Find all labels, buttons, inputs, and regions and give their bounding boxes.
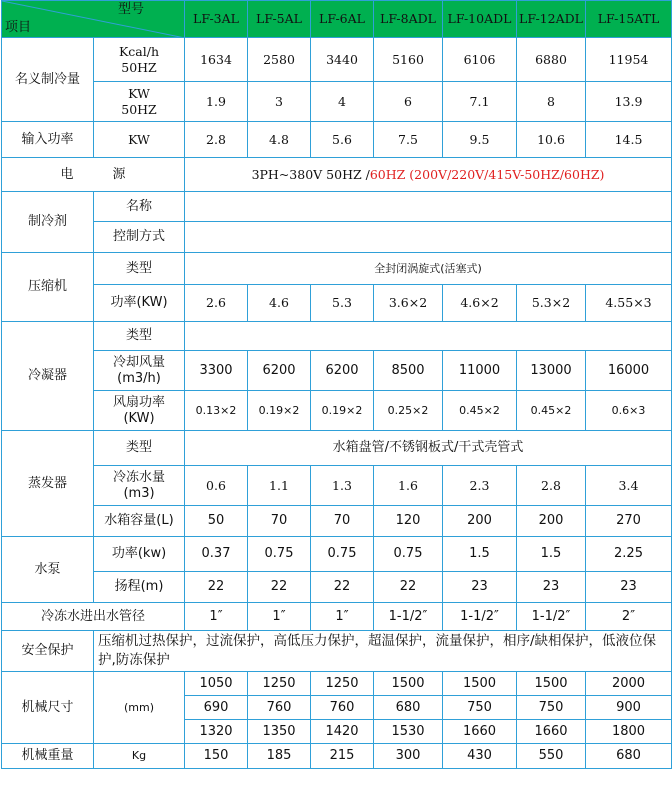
value-cell: 1.5	[517, 537, 586, 572]
row-label: 输入功率	[2, 122, 94, 158]
value-cell: 1420	[311, 720, 374, 744]
value-cell: 1320	[185, 720, 248, 744]
table-row	[2, 322, 672, 351]
value-cell: 1050	[185, 672, 248, 696]
value-cell: 4.6×2	[443, 285, 517, 322]
value-cell: 2.3	[443, 466, 517, 506]
value-cell: 1-1/2″	[517, 603, 586, 631]
value-cell: 6200	[311, 351, 374, 391]
table-row	[2, 192, 672, 222]
value-cell: 8500	[374, 351, 443, 391]
value-cell: 0.75	[374, 537, 443, 572]
model-header: LF-5AL	[248, 1, 311, 38]
value-cell: 300	[374, 744, 443, 769]
value-cell: 0.19×2	[248, 391, 311, 431]
header-row	[2, 1, 672, 38]
value-cell: 0.37	[185, 537, 248, 572]
sub-label: 名称	[94, 192, 185, 222]
value-cell: 150	[185, 744, 248, 769]
corner-model-label: 型号	[117, 2, 144, 17]
value-cell: 680	[374, 696, 443, 720]
value-cell: 1″	[311, 603, 374, 631]
row-label: 机械尺寸	[2, 672, 94, 744]
table-row	[2, 122, 672, 158]
row-label: 电 源	[2, 158, 185, 192]
unit-cell: Kg	[94, 744, 185, 769]
value-cell: 550	[517, 744, 586, 769]
value-cell: 1500	[517, 672, 586, 696]
power-supply-text-red: 60HZ (200V/220V/415V-50HZ/60HZ)	[369, 166, 605, 182]
value-cell: 200	[443, 506, 517, 537]
value-cell: 750	[517, 696, 586, 720]
table-row	[2, 82, 672, 122]
value-cell: 900	[586, 696, 672, 720]
value-cell: 1″	[248, 603, 311, 631]
value-cell: 22	[374, 572, 443, 603]
table-row	[2, 253, 672, 285]
value-cell: 14.5	[586, 122, 672, 158]
value-cell: 2.8	[185, 122, 248, 158]
row-label: 水泵	[2, 537, 94, 603]
value-cell: 全封闭涡旋式(活塞式)	[185, 253, 672, 285]
value-cell: 22	[311, 572, 374, 603]
value-cell: 2.6	[185, 285, 248, 322]
value-cell: 3	[248, 82, 311, 122]
sub-label: 类型	[94, 322, 185, 351]
value-cell: 750	[443, 696, 517, 720]
row-label: 压缩机	[2, 253, 94, 322]
value-cell: 3.6×2	[374, 285, 443, 322]
value-cell: 1500	[374, 672, 443, 696]
sub-label: 功率(kw)	[94, 537, 185, 572]
model-header: LF-6AL	[311, 1, 374, 38]
value-cell: 680	[586, 744, 672, 769]
value-cell: 3440	[311, 38, 374, 82]
value-cell: 70	[248, 506, 311, 537]
value-cell: 22	[185, 572, 248, 603]
value-cell: 1800	[586, 720, 672, 744]
model-header: LF-10ADL	[443, 1, 517, 38]
value-cell: 2″	[586, 603, 672, 631]
sub-label: 类型	[94, 253, 185, 285]
value-cell: 1-1/2″	[374, 603, 443, 631]
sub-label: 冷却风量 (m3/h)	[94, 351, 185, 391]
table-row	[2, 572, 672, 603]
value-cell: 2.25	[586, 537, 672, 572]
table-row	[2, 222, 672, 253]
row-label: 安全保护	[2, 631, 94, 672]
value-cell: 1500	[443, 672, 517, 696]
value-cell: 4.55×3	[586, 285, 672, 322]
sub-label: 扬程(m)	[94, 572, 185, 603]
value-cell: 4	[311, 82, 374, 122]
value-cell: 760	[311, 696, 374, 720]
table-row	[2, 506, 672, 537]
sub-label: 功率(KW)	[94, 285, 185, 322]
value-cell: 23	[443, 572, 517, 603]
value-cell: 1.5	[443, 537, 517, 572]
value-cell: 1-1/2″	[443, 603, 517, 631]
value-cell	[185, 322, 672, 351]
value-cell: 2580	[248, 38, 311, 82]
table-row	[2, 431, 672, 466]
unit-cell: Kcal/h 50HZ	[94, 38, 185, 82]
spec-table	[1, 0, 672, 769]
value-cell: 5.6	[311, 122, 374, 158]
value-cell: 1530	[374, 720, 443, 744]
value-cell: 23	[517, 572, 586, 603]
value-cell: 6880	[517, 38, 586, 82]
table-row	[2, 158, 672, 192]
table-row	[2, 672, 672, 696]
value-cell: 5.3×2	[517, 285, 586, 322]
unit-cell: (mm)	[94, 672, 185, 744]
sub-label: 类型	[94, 431, 185, 466]
sub-label: 水箱容量(L)	[94, 506, 185, 537]
value-cell: 0.75	[311, 537, 374, 572]
unit-cell: KW 50HZ	[94, 82, 185, 122]
table-row	[2, 351, 672, 391]
table-row	[2, 38, 672, 82]
value-cell: 0.6	[185, 466, 248, 506]
value-cell: 0.45×2	[443, 391, 517, 431]
unit-cell: KW	[94, 122, 185, 158]
value-cell: 0.19×2	[311, 391, 374, 431]
table-row	[2, 631, 672, 672]
value-cell: 10.6	[517, 122, 586, 158]
value-cell	[185, 192, 672, 222]
value-cell: 5.3	[311, 285, 374, 322]
value-cell: 9.5	[443, 122, 517, 158]
value-cell: 430	[443, 744, 517, 769]
value-cell: 13.9	[586, 82, 672, 122]
value-cell: 1250	[311, 672, 374, 696]
value-cell: 2000	[586, 672, 672, 696]
value-cell: 6	[374, 82, 443, 122]
value-cell: 0.6×3	[586, 391, 672, 431]
value-cell: 3300	[185, 351, 248, 391]
value-cell: 5160	[374, 38, 443, 82]
sub-label: 冷冻水量 (m3)	[94, 466, 185, 506]
value-cell: 50	[185, 506, 248, 537]
value-cell: 1″	[185, 603, 248, 631]
table-row	[2, 603, 672, 631]
table-row	[2, 391, 672, 431]
row-label: 名义制冷量	[2, 38, 94, 122]
value-cell: 1660	[517, 720, 586, 744]
corner-cell	[2, 1, 185, 38]
value-cell: 1.9	[185, 82, 248, 122]
value-cell: 0.45×2	[517, 391, 586, 431]
value-cell: 1634	[185, 38, 248, 82]
model-header: LF-8ADL	[374, 1, 443, 38]
value-cell: 4.8	[248, 122, 311, 158]
safety-value: 压缩机过热保护，过流保护，高低压力保护，超温保护，流量保护，相序/缺相保护，低液位保护,防冻保护	[94, 631, 672, 672]
value-cell: 1250	[248, 672, 311, 696]
value-cell: 7.1	[443, 82, 517, 122]
value-cell: 23	[586, 572, 672, 603]
value-cell: 690	[185, 696, 248, 720]
value-cell	[185, 222, 672, 253]
table-row	[2, 537, 672, 572]
power-supply-value	[185, 158, 672, 192]
sub-label: 风扇功率 (KW)	[94, 391, 185, 431]
value-cell: 6106	[443, 38, 517, 82]
power-supply-text: 3PH~380V 50HZ /	[251, 166, 370, 182]
value-cell: 0.13×2	[185, 391, 248, 431]
value-cell: 16000	[586, 351, 672, 391]
value-cell: 185	[248, 744, 311, 769]
value-cell: 4.6	[248, 285, 311, 322]
row-label: 机械重量	[2, 744, 94, 769]
value-cell: 760	[248, 696, 311, 720]
model-header: LF-15ATL	[586, 1, 672, 38]
value-cell: 0.75	[248, 537, 311, 572]
value-cell: 200	[517, 506, 586, 537]
value-cell: 215	[311, 744, 374, 769]
table-row	[2, 744, 672, 769]
value-cell: 1.1	[248, 466, 311, 506]
corner-item-label: 项目	[5, 20, 32, 35]
value-cell: 6200	[248, 351, 311, 391]
value-cell: 水箱盘管/不锈钢板式/干式壳管式	[185, 431, 672, 466]
table-row	[2, 285, 672, 322]
row-label: 冷冻水进出水管径	[2, 603, 185, 631]
value-cell: 70	[311, 506, 374, 537]
value-cell: 2.8	[517, 466, 586, 506]
value-cell: 7.5	[374, 122, 443, 158]
value-cell: 1660	[443, 720, 517, 744]
value-cell: 1.3	[311, 466, 374, 506]
value-cell: 3.4	[586, 466, 672, 506]
value-cell: 1350	[248, 720, 311, 744]
value-cell: 1.6	[374, 466, 443, 506]
value-cell: 11954	[586, 38, 672, 82]
value-cell: 11000	[443, 351, 517, 391]
row-label: 冷凝器	[2, 322, 94, 431]
model-header: LF-3AL	[185, 1, 248, 38]
sub-label: 控制方式	[94, 222, 185, 253]
value-cell: 13000	[517, 351, 586, 391]
value-cell: 0.25×2	[374, 391, 443, 431]
row-label: 蒸发器	[2, 431, 94, 537]
value-cell: 22	[248, 572, 311, 603]
value-cell: 270	[586, 506, 672, 537]
row-label: 制冷剂	[2, 192, 94, 253]
table-row	[2, 466, 672, 506]
value-cell: 8	[517, 82, 586, 122]
model-header: LF-12ADL	[517, 1, 586, 38]
value-cell: 120	[374, 506, 443, 537]
